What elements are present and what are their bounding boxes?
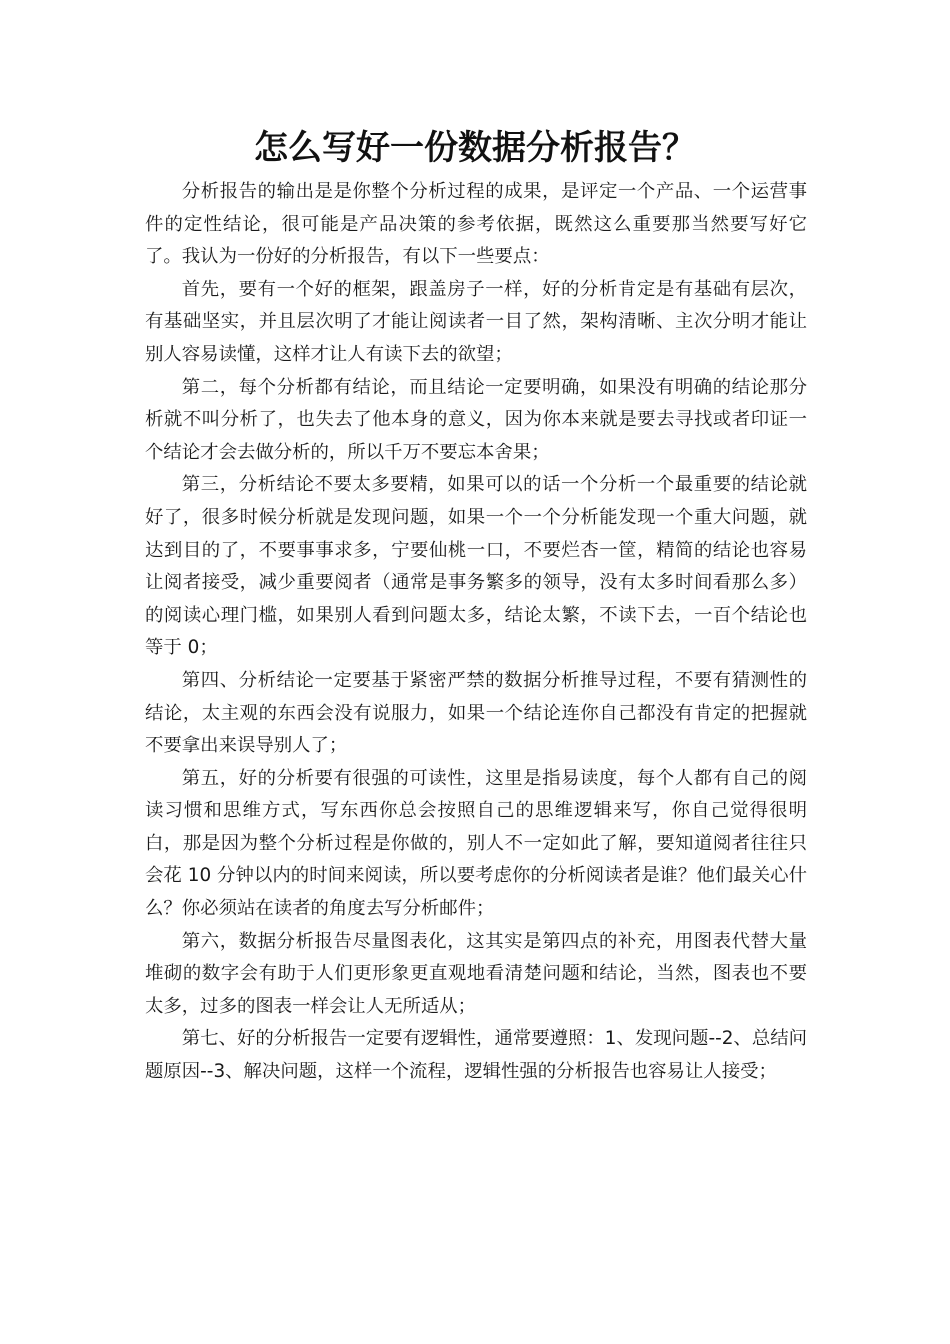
document-title: 怎么写好一份数据分析报告？ bbox=[254, 128, 696, 168]
document-body bbox=[145, 176, 807, 1089]
paragraph-point-7: 第七、好的分析报告一定要有逻辑性，通常要遵照：1、发现问题--2、总结问题原因--3、解决问题，这样一个流程，逻辑性强的分析报告也容易让人接受； bbox=[145, 1028, 807, 1083]
paragraph-point-2: 第二，每个分析都有结论，而且结论一定要明确，如果没有明确的结论那分析就不叫分析了，也失去了他本身的意义，因为你本来就是要去寻找或者印证一个结论才会去做分析的，所以千万不要忘本舍果； bbox=[145, 376, 807, 463]
paragraph-intro: 分析报告的输出是是你整个分析过程的成果，是评定一个产品、一个运营事件的定性结论，很可能是产品决策的参考依据，既然这么重要那当然要写好它了。我认为一份好的分析报告，有以下一些要点： bbox=[145, 181, 807, 268]
paragraph-point-1: 首先，要有一个好的框架，跟盖房子一样，好的分析肯定是有基础有层次，有基础坚实，并且层次明了才能让阅读者一目了然，架构清晰、主次分明才能让别人容易读懂，这样才让人有读下去的欲望； bbox=[145, 278, 807, 365]
paragraph-point-3: 第三，分析结论不要太多要精，如果可以的话一个分析一个最重要的结论就好了，很多时候分析就是发现问题，如果一个一个分析能发现一个重大问题，就达到目的了，不要事事求多，宁要仙桃一口，不要烂杏一筐，精简的结论也容易让阅者接受，减少重要阅者（通常是事务繁多的领导，没有太多时间看那么多）的阅读心理门槛，如果别人看到问题太多，结论太繁，不读下去，一百个结论也等于 0； bbox=[145, 474, 807, 659]
paragraph-point-4: 第四、分析结论一定要基于紧密严禁的数据分析推导过程，不要有猜测性的结论，太主观的东西会没有说服力，如果一个结论连你自己都没有肯定的把握就不要拿出来误导别人了； bbox=[145, 669, 807, 757]
paragraph-point-5: 第五，好的分析要有很强的可读性，这里是指易读度，每个人都有自己的阅读习惯和思维方式，写东西你总会按照自己的思维逻辑来写，你自己觉得很明白，那是因为整个分析过程是你做的，别人不一定如此了解，要知道阅者往往只会花 10 分钟以内的时间来阅读，所以要考虑你的分析阅读者是谁？他们最关心什么？你必须站在读者的角度去写分析邮件； bbox=[145, 767, 807, 920]
paragraph-point-6: 第六，数据分析报告尽量图表化，这其实是第四点的补充，用图表代替大量堆砌的数字会有助于人们更形象更直观地看清楚问题和结论，当然，图表也不要太多，过多的图表一样会让人无所适从； bbox=[145, 930, 807, 1017]
